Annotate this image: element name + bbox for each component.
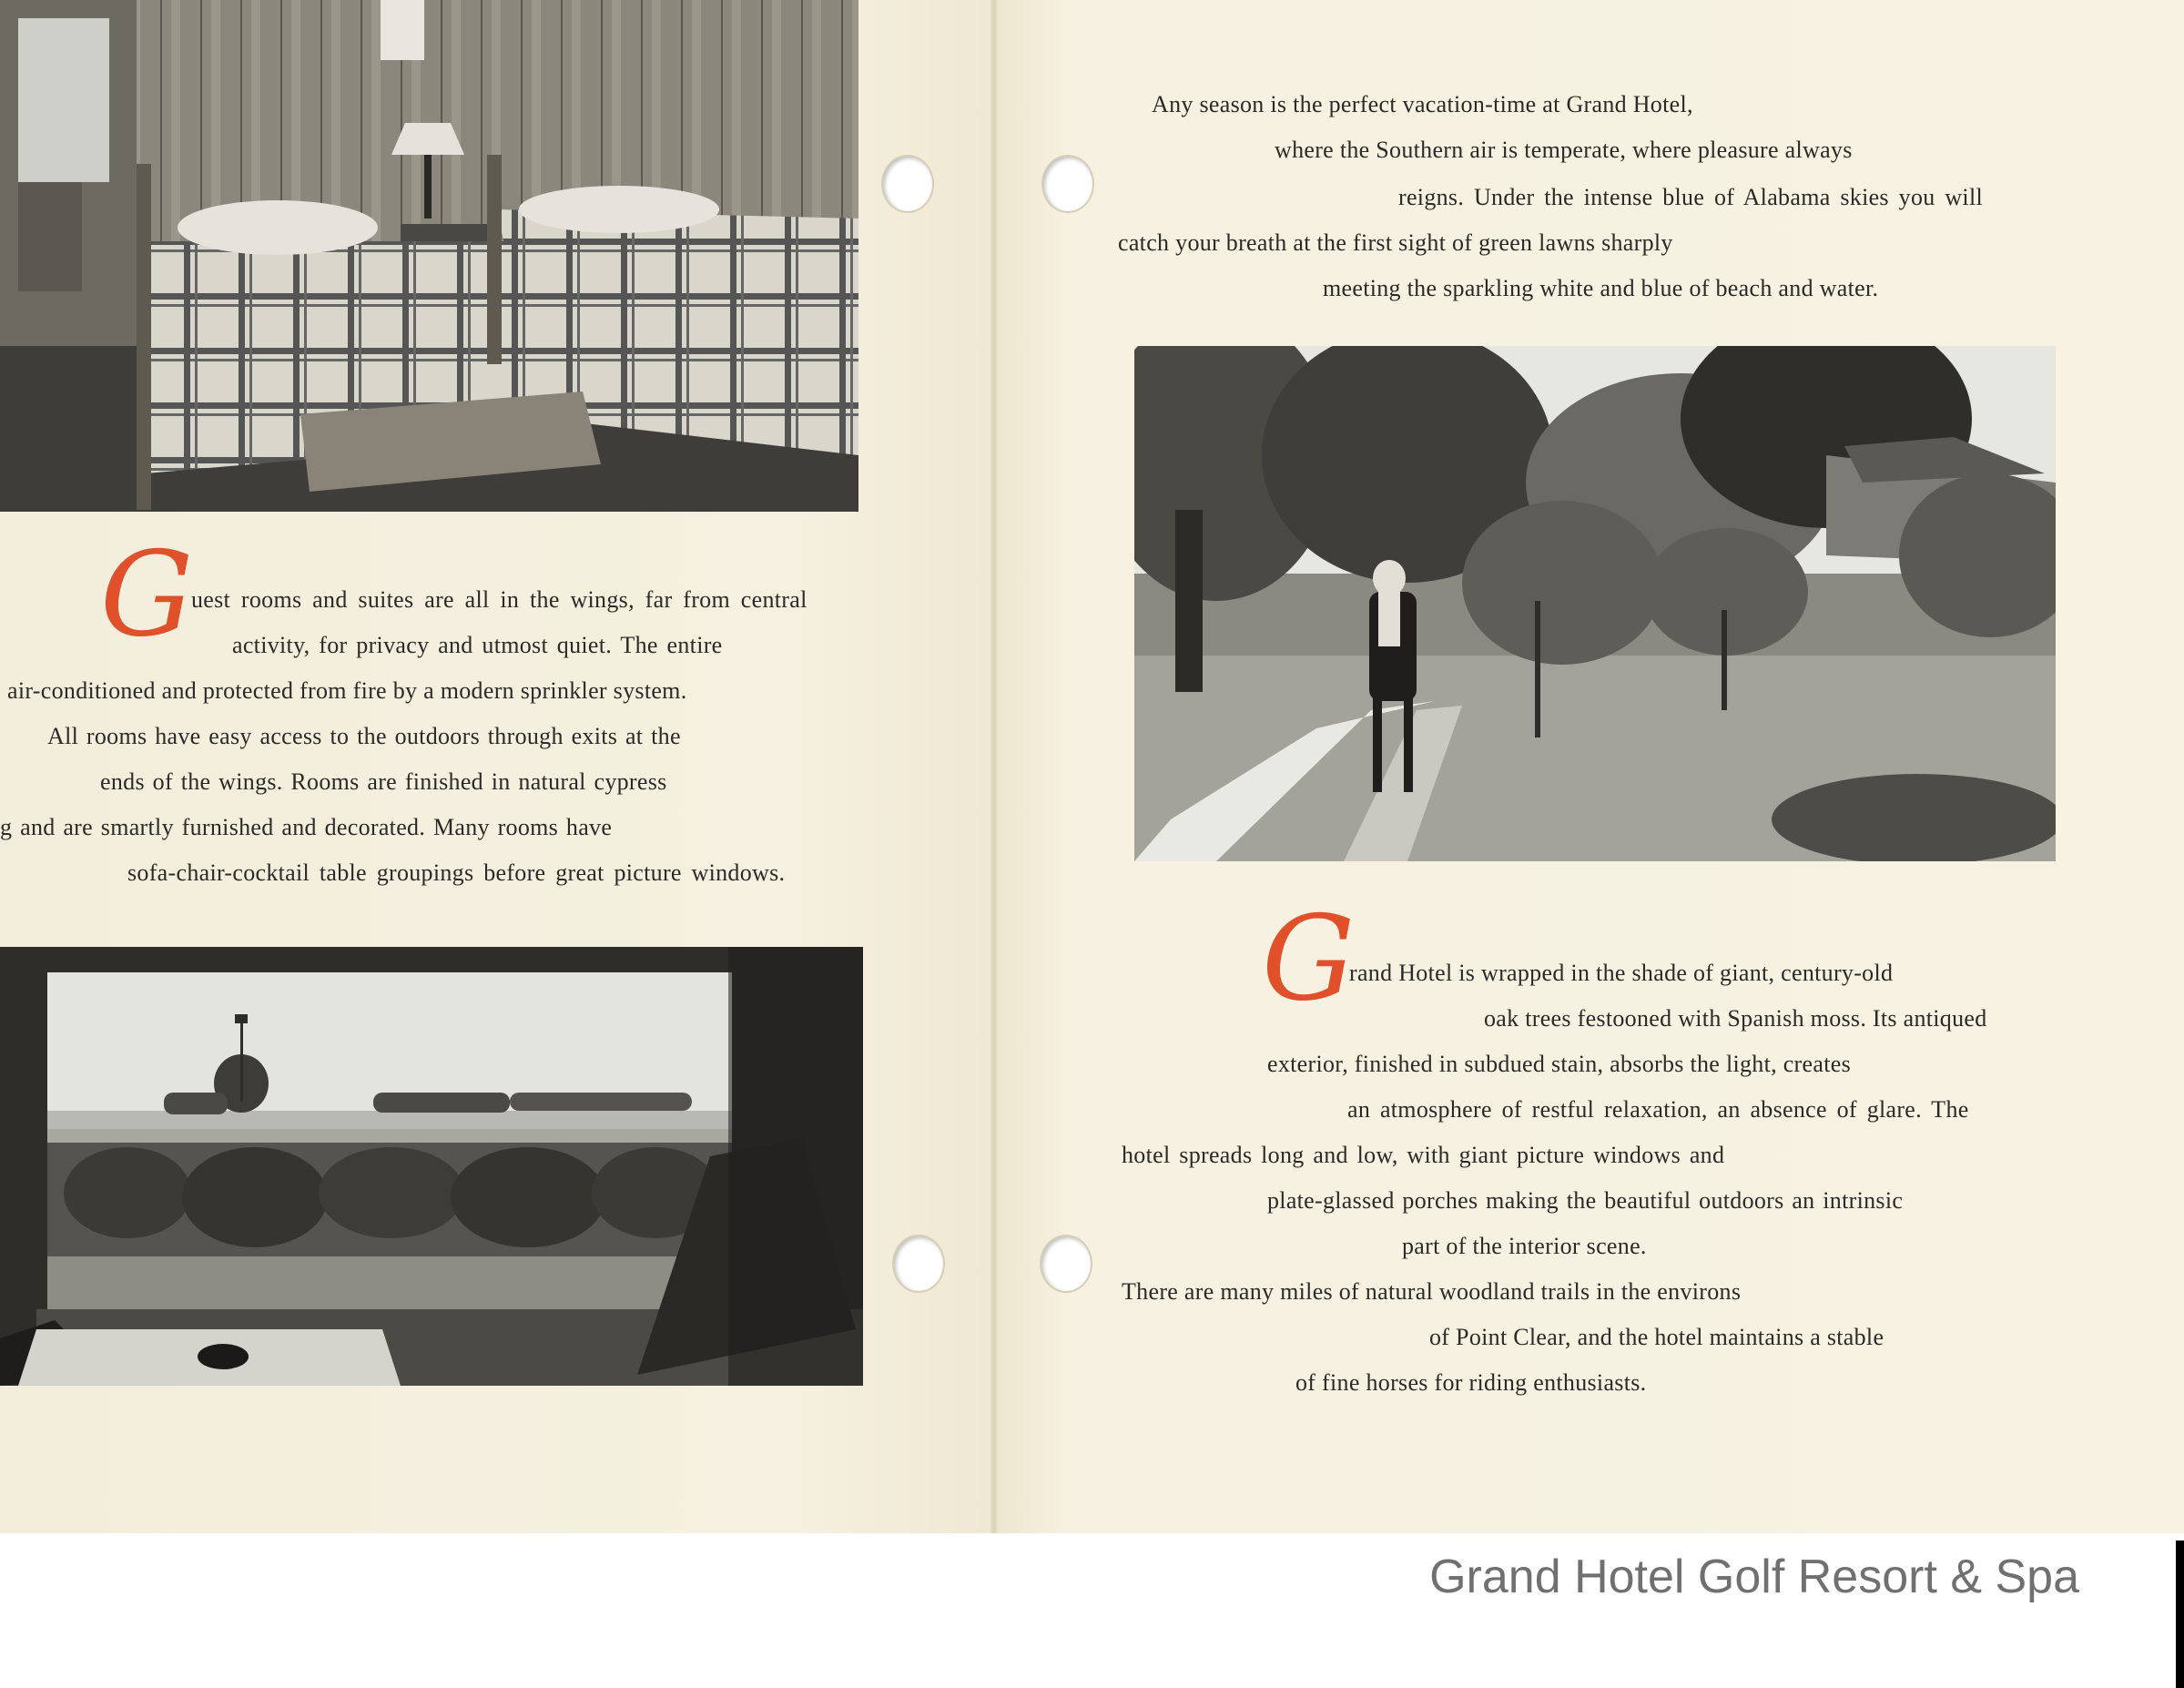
punch-hole-right-top: [1043, 157, 1092, 211]
text-line: plate-glassed porches making the beautiful outdoors an intrinsic: [1267, 1187, 1904, 1214]
text-line: uest rooms and suites are all in the wings, far from central: [191, 586, 808, 613]
text-line: There are many miles of natural woodland trails in the environs: [1122, 1278, 1742, 1305]
text-line: air-conditioned and protected from fire by a modern sprinkler system.: [7, 677, 687, 704]
text-line: All rooms have easy access to the outdoors through exits at the: [47, 723, 681, 749]
text-line: hotel spreads long and low, with giant picture windows and: [1122, 1142, 1725, 1168]
text-line: exterior, finished in subdued stain, absorbs the light, creates: [1267, 1051, 1851, 1077]
text-line: rand Hotel is wrapped in the shade of giant, century-old: [1349, 960, 1894, 986]
text-line: of fine horses for riding enthusiasts.: [1295, 1369, 1647, 1396]
edge-mark: [2176, 1541, 2184, 1688]
drop-cap: G: [100, 527, 194, 663]
intro-paragraph: [1092, 91, 2094, 319]
text-line: meeting the sparkling white and blue of beach and water.: [1323, 275, 1879, 301]
horseback-rider-photo: [1134, 346, 2056, 861]
punch-hole-left-top: [883, 157, 932, 211]
text-line: of Point Clear, and the hotel maintains a stable: [1429, 1324, 1884, 1350]
text-line: catch your breath at the first sight of green lawns sharply: [1118, 229, 1673, 256]
left-paragraph: [0, 527, 892, 901]
drop-cap: G: [1262, 891, 1356, 1027]
window-view-photo: [0, 947, 863, 1386]
punch-hole-left-bottom: [894, 1236, 943, 1291]
text-line: ends of the wings. Rooms are finished in natural cypress: [100, 768, 667, 795]
text-line: sofa-chair-cocktail table groupings before great picture windows.: [127, 859, 786, 886]
bedroom-photo: [0, 0, 858, 512]
text-line: part of the interior scene.: [1402, 1233, 1647, 1259]
text-line: Any season is the perfect vacation-time at Grand Hotel,: [1152, 91, 1693, 117]
right-paragraph: [1092, 891, 2094, 1411]
text-line: oak trees festooned with Spanish moss. Its antiqued: [1484, 1005, 1987, 1032]
text-line: reigns. Under the intense blue of Alabama skies you will: [1398, 184, 1984, 210]
punch-hole-right-bottom: [1041, 1236, 1091, 1291]
text-line: where the Southern air is temperate, where pleasure always: [1275, 137, 1853, 163]
text-line: g and are smartly furnished and decorated. Many rooms have: [0, 814, 613, 840]
text-line: an atmosphere of restful relaxation, an absence of glare. The: [1347, 1096, 1969, 1123]
text-line: activity, for privacy and utmost quiet. The entire: [232, 632, 723, 658]
watermark-caption: Grand Hotel Golf Resort & Spa: [1429, 1551, 2079, 1603]
page-gutter: [990, 0, 998, 1533]
